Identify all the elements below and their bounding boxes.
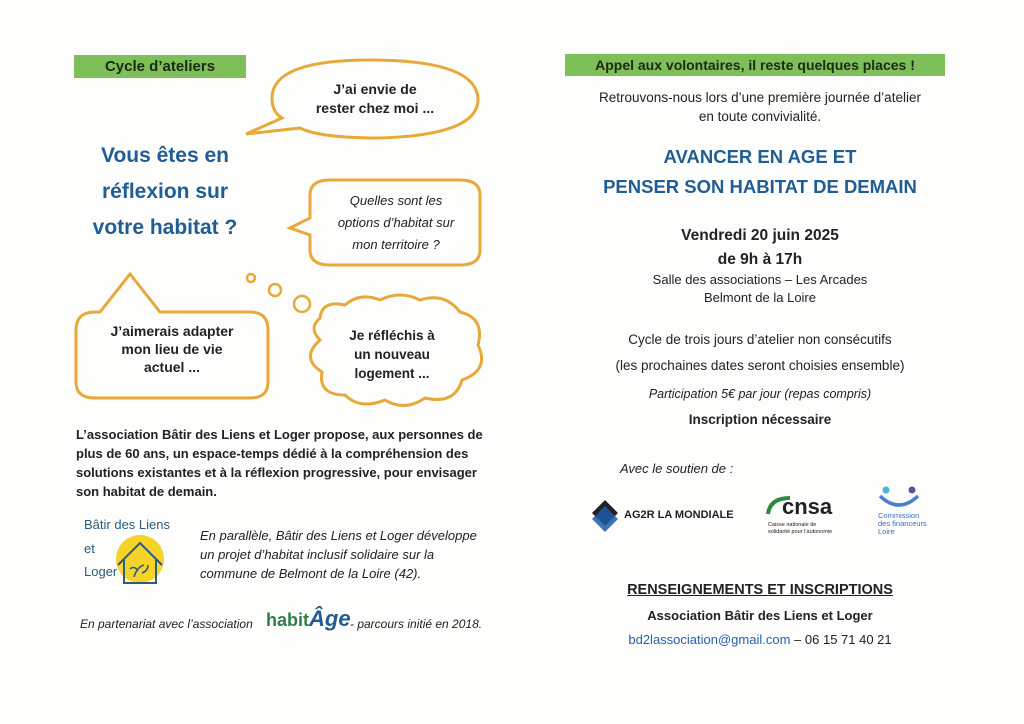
event-venue: Salle des associations – Les Arcades bbox=[652, 272, 868, 287]
volunteer-tag: Appel aux volontaires, il reste quelques places ! bbox=[565, 54, 945, 76]
event-town: Belmont de la Loire bbox=[703, 290, 816, 305]
contact-association: Association Bâtir des Liens et Loger bbox=[647, 608, 873, 623]
thought-dot-1 bbox=[247, 274, 255, 282]
partner-suffix: - parcours initié en 2018. bbox=[350, 617, 483, 631]
email-link[interactable]: bd2lassociation@gmail.com bbox=[628, 632, 791, 647]
bubble3-line: mon lieu de vie bbox=[121, 341, 223, 357]
cycle-text: Cycle de trois jours d’atelier non consécutifs bbox=[628, 332, 892, 347]
participation-text: Participation 5€ par jour (repas compris) bbox=[648, 387, 872, 401]
bubble4-line: Je réfléchis à bbox=[349, 328, 435, 343]
title-line: AVANCER EN AGE ET bbox=[663, 146, 857, 167]
registration-text: Inscription nécessaire bbox=[688, 412, 832, 427]
cycle-tag: Cycle d’ateliers bbox=[74, 55, 246, 78]
habitage-logo-left: habit bbox=[266, 610, 309, 630]
cnsa-logo bbox=[764, 492, 854, 542]
bubble4-text bbox=[332, 326, 452, 383]
parallel-line: En parallèle, Bâtir des Liens et Loger développe bbox=[200, 528, 477, 543]
phone-number: – 06 15 71 40 21 bbox=[794, 632, 892, 647]
parallel-line: commune de Belmont de la Loire (42). bbox=[200, 566, 422, 581]
thought-dot-2 bbox=[269, 284, 281, 296]
main-headline bbox=[60, 138, 270, 246]
commission-line: Loire bbox=[878, 527, 895, 536]
cnsa-sub-line: Caisse nationale de bbox=[768, 522, 817, 528]
intro-paragraph bbox=[76, 425, 496, 501]
intro-text bbox=[560, 88, 960, 126]
commission-line: des financeurs bbox=[878, 519, 927, 528]
bubble1-line: J’ai envie de bbox=[333, 81, 417, 97]
bubble2-line: options d’habitat sur bbox=[337, 215, 455, 230]
headline-line: réflexion sur bbox=[101, 180, 229, 203]
headline-line: Vous êtes en bbox=[101, 144, 229, 167]
habitage-logo-right: Âge bbox=[309, 606, 351, 631]
cnsa-sub-line: solidarité pour l’autonomie bbox=[768, 529, 833, 535]
logo-text-1: Bâtir des Liens bbox=[84, 517, 170, 532]
parallel-line: un projet d’habitat inclusif solidaire sur la bbox=[200, 547, 435, 562]
contact-line bbox=[540, 632, 980, 647]
thought-dot-3 bbox=[294, 296, 310, 312]
event-hours: de 9h à 17h bbox=[717, 251, 803, 268]
logo-text-3: Loger bbox=[84, 564, 118, 579]
parallel-paragraph bbox=[200, 526, 490, 583]
title-line: PENSER SON HABITAT DE DEMAIN bbox=[603, 176, 917, 197]
next-dates-text: (les prochaines dates seront choisies ensemble) bbox=[615, 358, 905, 373]
ag2r-logo bbox=[590, 498, 740, 534]
bubble3-text bbox=[84, 322, 260, 376]
cnsa-text: cnsa bbox=[782, 494, 833, 519]
bubble2-text bbox=[316, 190, 476, 256]
bubble2-line: Quelles sont les bbox=[349, 193, 443, 208]
commission-text bbox=[878, 512, 927, 536]
intro-line: en toute convivialité. bbox=[698, 109, 822, 124]
association-logo bbox=[82, 515, 182, 590]
commission-logo bbox=[876, 484, 956, 540]
paragraph-line: solutions existantes et à la réflexion progressive, pour envisager bbox=[76, 465, 477, 480]
support-label: Avec le soutien de : bbox=[620, 461, 734, 476]
paragraph-line: son habitat de demain. bbox=[76, 484, 217, 499]
commission-line: Commission bbox=[878, 511, 920, 520]
ag2r-text: AG2R LA MONDIALE bbox=[624, 509, 734, 521]
event-title bbox=[540, 142, 980, 202]
bubble2-line: mon territoire ? bbox=[352, 237, 440, 252]
logo-text-2: et bbox=[84, 541, 95, 556]
commission-smile-icon bbox=[876, 484, 926, 510]
partner-prefix: En partenariat avec l’association bbox=[80, 617, 253, 631]
habitage-logo bbox=[266, 606, 351, 632]
bubble3-line: actuel ... bbox=[143, 359, 201, 375]
bubble4-line: un nouveau bbox=[354, 347, 430, 362]
bubble1-line: rester chez moi ... bbox=[315, 100, 435, 116]
event-date: Vendredi 20 juin 2025 bbox=[681, 227, 839, 244]
ag2r-mark-icon bbox=[590, 498, 620, 534]
bubble3-line: J’aimerais adapter bbox=[110, 323, 234, 339]
paragraph-line: L’association Bâtir des Liens et Loger propose, aux personnes de bbox=[76, 427, 483, 442]
cnsa-subtitle bbox=[768, 522, 832, 536]
bubble1-text bbox=[290, 80, 460, 118]
paragraph-line: plus de 60 ans, un espace-temps dédié à la compréhension des bbox=[76, 446, 469, 461]
intro-line: Retrouvons-nous lors d’une première journée d’atelier bbox=[599, 90, 921, 105]
bubble4-line: logement ... bbox=[354, 366, 430, 381]
contact-title: RENSEIGNEMENTS ET INSCRIPTIONS bbox=[627, 582, 893, 598]
headline-line: votre habitat ? bbox=[92, 216, 238, 239]
